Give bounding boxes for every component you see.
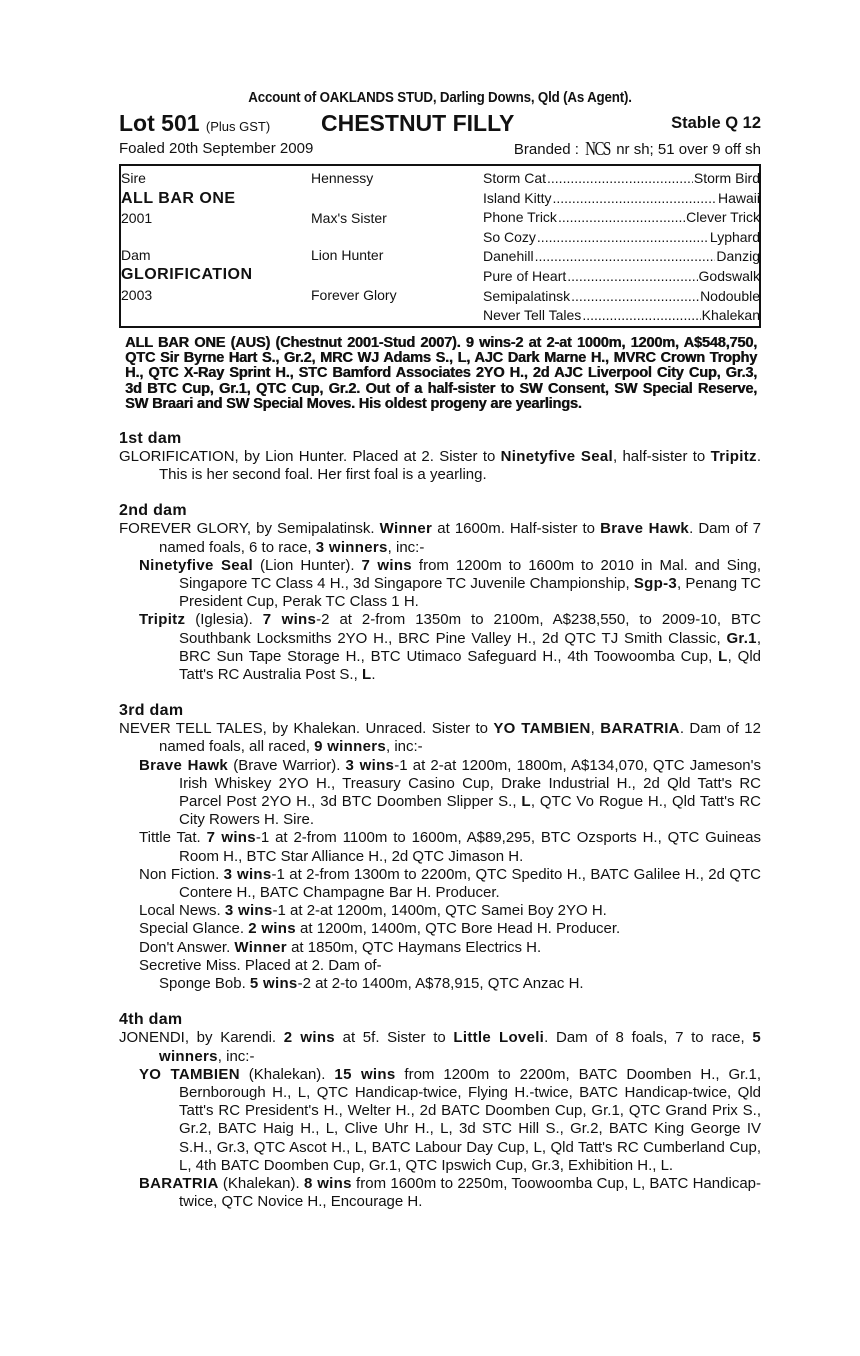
first-dam-section	[119, 430, 761, 484]
progeny-entry: BARATRIA (Khalekan). 8 wins from 1600m to 2250m, Toowoomba Cup, L, BATC Handicap-twice, QTC Novice H., Encourage H.	[139, 1174, 761, 1211]
section-heading: 2nd dam	[119, 502, 187, 520]
stable-location: Stable Q 12	[671, 114, 761, 132]
third-gen-horse: Semipalatinsk	[483, 287, 571, 304]
dam-dam: Forever Glory	[311, 287, 397, 303]
branded-prefix: Branded :	[513, 141, 579, 158]
progeny-entry: Tripitz (Iglesia). 7 wins-2 at 2-from 1350m to 2100m, A$238,550, to 2009-10, BTC Southbank Locksmiths 2YO H., BRC Pine Valley H., 2d QTC TJ Smith Classic, Gr.1, BRC Sun Tape Storage H., BTC Utimaco Safeguard H., 4th Toowoomba Cup, L, Qld Tatt's RC Australia Post S., L.	[139, 611, 762, 684]
progeny-entry: Ninetyfive Seal (Lion Hunter). 7 wins from 1200m to 1600m to 2010 in Mal. and Sing, Singapore TC Class 4 H., 3d Singapore TC Juvenile Championship, Sgp-3, Penang TC President Cup, Perak TC Class 1 H.	[139, 556, 761, 611]
branded-info	[514, 136, 761, 163]
third-gen-horse: Never Tell Tales	[483, 307, 582, 324]
progeny-entry: Sponge Bob. 5 wins-2 at 2-to 1400m, A$78,915, QTC Anzac H.	[159, 975, 584, 993]
progeny-entry: Secretive Miss. Placed at 2. Dam of-	[139, 956, 382, 974]
third-gen-row	[483, 169, 760, 189]
third-dam-section	[119, 702, 761, 993]
third-gen-sire: Khalekan	[701, 307, 760, 324]
vendor-account: Account of OAKLANDS STUD, Darling Downs, Qld (As Agent).	[248, 90, 632, 106]
progeny-entry: Special Glance. 2 wins at 1200m, 1400m, QTC Bore Head H. Producer.	[139, 920, 621, 938]
third-gen-sire: Godswalk	[698, 267, 760, 284]
third-gen-sire: Clever Trick	[686, 209, 760, 226]
dam-name: GLORIFICATION	[121, 266, 253, 283]
gst-note: (Plus GST)	[205, 119, 271, 134]
section-heading: 3rd dam	[119, 702, 184, 720]
dam-paragraph: FOREVER GLORY, by Semipalatinsk. Winner at 1600m. Half-sister to Brave Hawk. Dam of 7 named foals, 6 to race, 3 winners, inc:-	[119, 520, 761, 556]
dam-paragraph: JONENDI, by Karendi. 2 wins at 5f. Sister to Little Loveli. Dam of 8 foals, 7 to race, 5 winners, inc:-	[119, 1029, 761, 1065]
dam-sire: Lion Hunter	[311, 247, 384, 263]
third-generation	[483, 169, 760, 326]
second-dam-section	[119, 502, 761, 684]
third-gen-row	[483, 189, 760, 209]
progeny-entry: Local News. 3 wins-1 at 2-at 1200m, 1400m, QTC Samei Boy 2YO H.	[139, 902, 607, 920]
dam-paragraph: GLORIFICATION, by Lion Hunter. Placed at 2. Sister to Ninetyfive Seal, half-sister to Tripitz. This is her second foal. Her first foal is a yearling.	[119, 448, 761, 484]
catalogue-page	[119, 90, 761, 1211]
foaled-date: Foaled 20th September 2009	[119, 140, 314, 157]
third-gen-horse: So Cozy	[483, 228, 536, 245]
third-gen-horse: Island Kitty	[483, 189, 552, 206]
third-gen-horse: Storm Cat	[483, 170, 547, 186]
third-gen-sire: Storm Bird	[693, 170, 760, 186]
sire-year: 2001	[121, 210, 153, 226]
branded-suffix: nr sh; 51 over 9 off sh	[616, 141, 761, 158]
sire-dam: Max's Sister	[311, 210, 387, 226]
dam-year: 2003	[121, 287, 153, 303]
third-gen-row	[483, 267, 760, 287]
fourth-dam-section	[119, 1011, 761, 1211]
sire-summary: ALL BAR ONE (AUS) (Chestnut 2001-Stud 2007). 9 wins-2 at 2-at 1000m, 1200m, A$548,750, QTC Sir Byrne Hart S., Gr.2, MRC WJ Adams S., L, AJC Dark Marne H., MVRC Crown Trophy H., QTC X-Ray Sprint H., STC Bamford Associates 2YO H., 2d AJC Liverpool City Cup, Gr.3, 3d BTC Cup, Gr.1, QTC Cup, Gr.2. Out of a half-sister to SW Consent, SW Special Reserve, SW Braari and SW Special Moves. His oldest progeny are yearlings.	[125, 335, 757, 412]
progeny-entry: Don't Answer. Winner at 1850m, QTC Haymans Electrics H.	[139, 938, 542, 956]
third-gen-horse: Danehill	[483, 248, 534, 265]
progeny-entry: Tittle Tat. 7 wins-1 at 2-from 1100m to 1600m, A$89,295, BTC Ozsports H., QTC Guineas Room H., BTC Star Alliance H., 2d QTC Jimason H.	[139, 829, 761, 865]
progeny-entry: Brave Hawk (Brave Warrior). 3 wins-1 at 2-at 1200m, 1800m, A$134,070, QTC Jameson's Irish Whiskey 2YO H., Treasury Casino Cup, Drake Industrial H., 2d Qld Tatt's RC Parcel Post 2YO H., 3d BTC Doomben Slipper S., L, QTC Vo Rogue H., Qld Tatt's RC City Rowers H. Sire.	[139, 756, 762, 829]
third-gen-horse: Phone Trick	[483, 209, 557, 226]
third-gen-row	[483, 247, 760, 267]
pedigree-table	[119, 164, 761, 328]
foaled-line	[119, 136, 761, 162]
sire-label: Sire	[121, 170, 146, 186]
sire-name: ALL BAR ONE	[121, 190, 236, 207]
sire-sire: Hennessy	[311, 170, 374, 186]
section-heading: 4th dam	[119, 1011, 183, 1029]
progeny-entry: YO TAMBIEN (Khalekan). 15 wins from 1200m to 2200m, BATC Doomben H., Gr.1, Bernborough H., L, QTC Handicap-twice, Flying H.-twice, BATC Handicap-twice, Qld Tatt's RC President's H., Welter H., 2d BATC Doomben Cup, Gr.1, QTC Grand Prix S., Gr.2, BATC Haig H., L, Clive Uhr H., L, 3d STC Hill S., Gr.2, BATC King George IV S.H., Gr.3, QTC Ascot H., L, BATC Labour Day Cup, L, Qld Tatt's RC Cumberland Cup, L, 4th BATC Doomben Cup, Gr.1, QTC Ipswich Cup, Gr.3, Exhibition H., L.	[139, 1065, 761, 1174]
lot-title: CHESTNUT FILLY	[321, 110, 515, 136]
third-gen-sire: Lyphard	[709, 228, 760, 245]
section-heading: 1st dam	[119, 430, 182, 448]
dam-paragraph: NEVER TELL TALES, by Khalekan. Unraced. Sister to YO TAMBIEN, BARATRIA. Dam of 12 named foals, all raced, 9 winners, inc:-	[119, 720, 761, 756]
third-gen-sire: Danzig	[716, 248, 760, 265]
progeny-entry: Non Fiction. 3 wins-1 at 2-from 1300m to 2200m, QTC Spedito H., BATC Galilee H., 2d QTC Contere H., BATC Champagne Bar H. Producer.	[139, 865, 761, 902]
third-gen-sire: Nodouble	[700, 287, 760, 304]
third-gen-horse: Pure of Heart	[483, 267, 567, 284]
third-gen-row	[483, 228, 760, 248]
brand-mark: NCS	[585, 138, 610, 160]
lot-line	[119, 110, 761, 136]
third-gen-row	[483, 208, 760, 228]
third-gen-row	[483, 287, 760, 307]
lot-label: Lot 501	[119, 110, 200, 136]
dam-label: Dam	[121, 247, 151, 263]
third-gen-row	[483, 306, 760, 326]
third-gen-sire: Hawaii	[717, 189, 760, 206]
